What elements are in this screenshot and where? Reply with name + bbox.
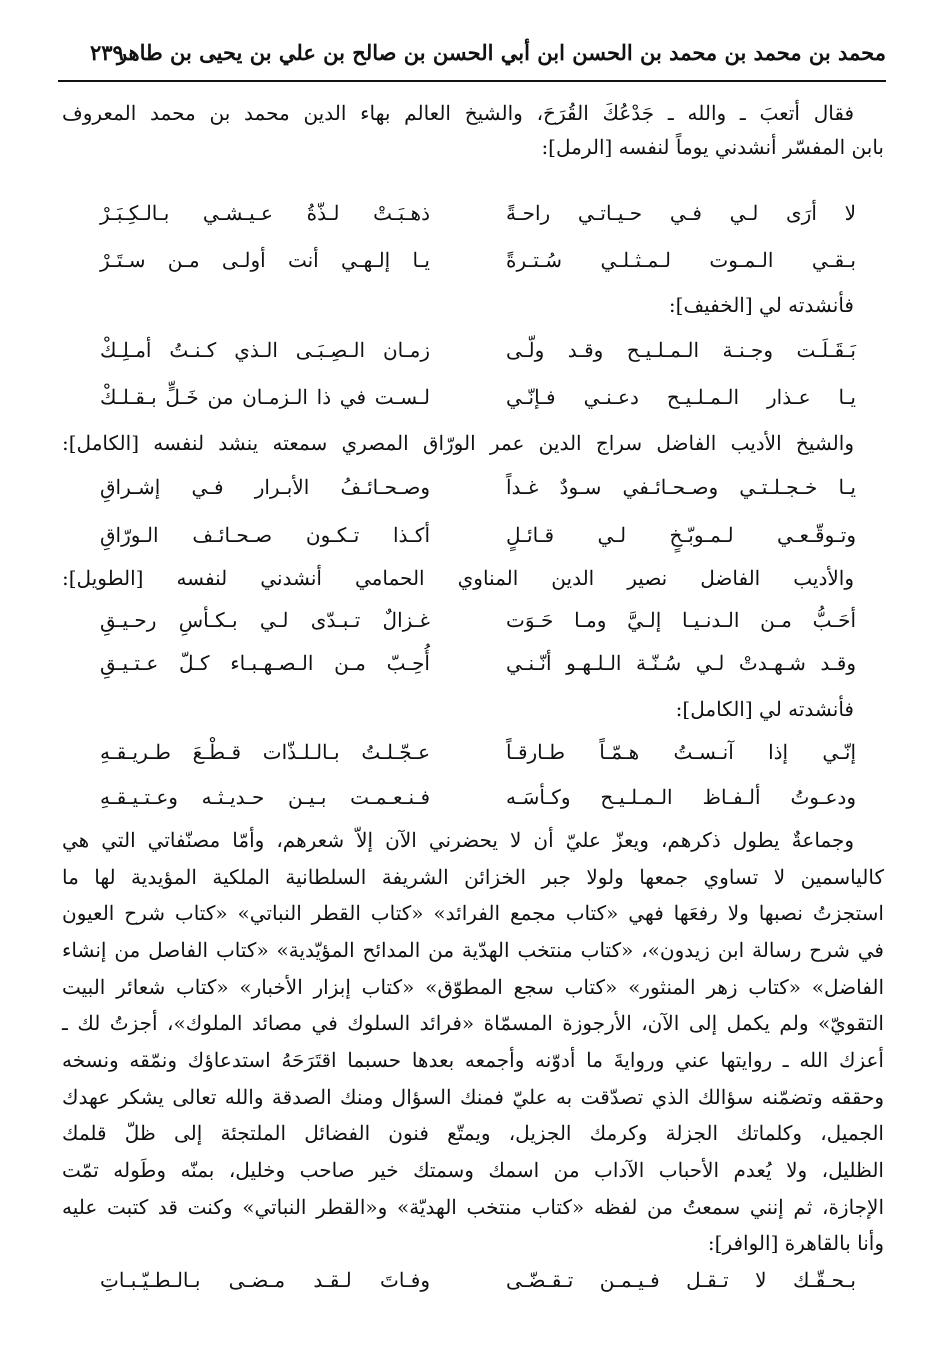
text-line: فأنشدته لي [الكامل]: [675,697,854,721]
verse-second-hemistich: لـسـت في ذا الـزمـان من خَـلٍّ بـقـلـكْ [100,385,430,409]
verse-second-hemistich: غـزالٌ تـبـدّى لـي بـكـأسِ رحـيـقِ [100,608,430,632]
text-line: الجميل، وكلماتك الجزلة وكرمك الجزيل، ويمتّع فنون الفضائل الملتجئة إلى ظلّ قلمك [62,1121,884,1145]
verse-second-hemistich: ذهـبَـتْ لـذّةُ عـيـشـي بـالـكِـبَـرْ [100,201,430,225]
verse-first-hemistich: بـحـقّـك لا تـقـل فـيـمـن تـقـضّـى [506,1268,856,1292]
header-rule [58,80,886,82]
text-line: الإجازة، ثم إنني سمعتُ من لفظه «كتاب منتخب الهديّة» و«القطر النباتي» وكنت قد كتبت عليه [62,1195,884,1219]
verse-second-hemistich: يـا إلـهـي أنت أولـى مـن سـتَـرْ [100,248,430,272]
text-line: وحققه وتضمّنه سؤالك الذي تصدّقت به عليّ فمنك السؤال ومنك الصدقة والله تعالى يشكر عهدك [62,1085,884,1109]
text-line: في شرح رسالة ابن زيدون»، «كتاب منتخب الهدّية من المدائح المؤيّدية» «كتاب الفاصل من إنشاء [62,938,884,962]
verse-first-hemistich: لا أرَى لـي فـي حـيـاتـي راحـةً [506,201,856,225]
verse-first-hemistich: ودعـوتُ ألـفـاظ الـمـلـيـح وكـأسَـه [506,785,856,809]
verse-second-hemistich: عـجّـلـتُ بـالـلـذّات قـطْـعَ طـريـقـهِ [100,740,430,764]
text-line: الفاضل» «كتاب زهر المنثور» «كتاب سجع المطوّق» «كتاب إبزار الأخبار» «كتاب شعائر البيت [62,975,884,999]
text-line: الظليل، ولا يُعدم الأحباب الآداب من اسمك وسمتك خير صاحب وخليل، بمنّه وطَوله تمّت [62,1158,884,1182]
text-line: بابن المفسّر أنشدني يوماً لنفسه [الرمل]: [541,135,884,159]
text-line: وأنا بالقاهرة [الوافر]: [707,1231,884,1255]
verse-first-hemistich: يـا خـجـلـتـي وصـحـائـفي سـودٌ غـداً [506,475,856,499]
verse-first-hemistich: بـقـي الـمـوت لـمـثـلـي سُـتـرةً [506,248,856,272]
header-title: محمد بن محمد بن محمد بن الحسن ابن أبي الحسن بن صالح بن علي بن يحيى بن طاهر [116,40,886,65]
text-line: وجماعةٌ يطول ذكرهم، ويعزّ عليّ أن لا يحضرني الآن إلاّ شعرهم، وأمّا مصنّفاتي التي هي [62,828,854,852]
text-line: أعزك الله ـ روايتها عني وروايةَ ما أدوّنه وأجمعه بعدها حسبما اقتَرَحَهُ استدعاؤك ونمّقه ونسخه [62,1048,884,1072]
verse-first-hemistich: يـا عـذار الـمـلـيـح دعـنـي فـإنّـي [506,385,856,409]
verse-first-hemistich: بَـقَـلَـت وجـنـة الـمـلـيـح وقـد ولّـى [506,338,856,362]
text-line: فأنشدته لي [الخفيف]: [668,293,854,317]
text-line: فقال أتعبَ ـ والله ـ جَدْعُكَ القُرَحَ، والشيخ العالم بهاء الدين محمد بن محمد المعروف [62,101,854,125]
page-number: ٢٣٩ [90,40,124,65]
verse-second-hemistich: أُحِـبّ مـن الـصـهـبـاء كـلّ عـتـيـقِ [100,651,430,675]
verse-second-hemistich: وصـحـائـفُ الأبـرار فـي إشـراقِ [100,475,430,499]
text-line: والأديب الفاضل نصير الدين المناوي الحمامي أنشدني لنفسه [الطويل]: [62,566,854,590]
text-line: كالياسمين لا تساوي جمعها ولولا جبر الخزائن الشريفة السلطانية الملكية المؤيدية لها ما [62,865,884,889]
verse-first-hemistich: وتـوقّـعـي لـمـوبّـخٍ لـي قـائـلٍ [506,523,856,547]
verse-second-hemistich: فـنـعـمـت بـيـن حـديـثـه وعـتـيـقـهِ [100,785,430,809]
verse-second-hemistich: أكـذا تـكـون صـحـائـف الـورّاقِ [100,523,430,547]
text-line: والشيخ الأديب الفاضل سراج الدين عمر الورّاق المصري سمعته ينشد لنفسه [الكامل]: [62,431,854,455]
verse-first-hemistich: إنّـي إذا آنـسـتُ هـمّـاً طـارقـاً [506,740,856,764]
text-line: استجزتُ نصبها ولا رفعَها فهي «كتاب مجمع الفرائد» «كتاب القطر النباتي» «كتاب شرح العيون [62,901,884,925]
text-line: التقويّ» ولم يكمل إلى الآن، الأرجوزة المسمّاة «فرائد السلوك في مصائد الملوك»، أجزتُ لك ـ [62,1011,884,1035]
verse-second-hemistich: وفـاتَ لـقـد مـضـى بـالـطـيّـبـاتِ [100,1268,430,1292]
running-header [90,40,886,74]
verse-first-hemistich: أحَـبُّ مـن الـدنـيـا إلـيَّ ومـا حَـوَت [506,608,856,632]
verse-second-hemistich: زمـان الـصِـبَـى الـذي كـنـتُ أمـلِـكْ [100,338,430,362]
verse-first-hemistich: وقـد شـهـدتْ لـي سُـنّـة الـلـهـو أنّـنـي [506,651,856,675]
